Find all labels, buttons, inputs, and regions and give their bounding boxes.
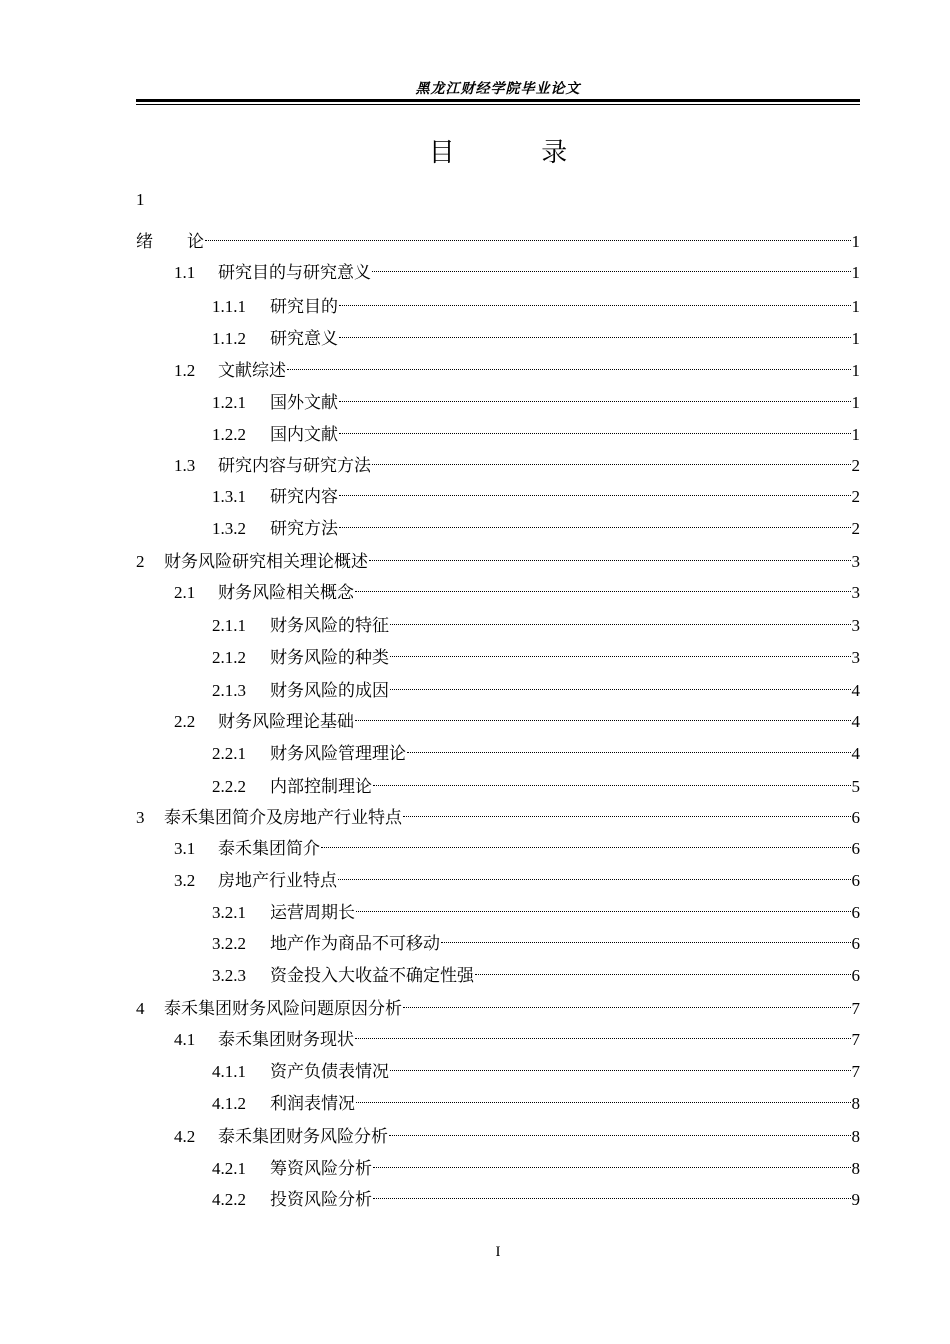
toc-entry[interactable]	[212, 1052, 860, 1081]
toc-entry[interactable]	[212, 415, 860, 444]
toc-entry-number: 3.2.2	[212, 934, 246, 953]
toc-entry-page: 6	[851, 808, 860, 827]
toc-entry-number: 1.1.2	[212, 329, 246, 348]
toc-entry[interactable]	[174, 702, 860, 731]
page-title: 目 录	[428, 138, 608, 167]
toc-entry[interactable]	[136, 989, 860, 1018]
toc-entry-number: 3.2.1	[212, 903, 246, 922]
toc-entry-number: 2.2.1	[212, 744, 246, 763]
toc-entry[interactable]	[174, 861, 860, 890]
toc-entry-number: 4.2.1	[212, 1159, 246, 1178]
toc-entry-title: 绪 论	[136, 232, 204, 251]
toc-entry-title: 资金投入大收益不确定性强	[270, 966, 474, 985]
toc-entry-number: 3	[136, 808, 145, 827]
toc-entry-number: 4.1.2	[212, 1094, 246, 1113]
toc-dot-leader	[407, 728, 851, 753]
toc-entry-number: 4.2.2	[212, 1190, 246, 1209]
toc-entry-number: 1.1.1	[212, 297, 246, 316]
toc-entry[interactable]	[174, 573, 860, 602]
toc-entry-page: 2	[851, 519, 860, 538]
toc-entry-title: 研究内容	[270, 487, 338, 506]
page-number: I	[495, 1244, 501, 1260]
toc-dot-leader	[373, 1143, 851, 1168]
toc-entry-page: 8	[851, 1127, 860, 1146]
toc-entry-page: 6	[851, 839, 860, 858]
running-header: 黑龙江财经学院毕业论文	[415, 82, 581, 97]
toc-entry-number: 1.3.2	[212, 519, 246, 538]
toc-entry[interactable]	[212, 1084, 860, 1113]
toc-entry[interactable]	[212, 319, 860, 348]
toc-entry-title: 内部控制理论	[270, 777, 372, 796]
toc-entry-page: 1	[851, 425, 860, 444]
toc-dot-leader	[339, 281, 851, 306]
toc-dot-leader	[390, 665, 851, 690]
toc-entry-page: 7	[851, 1030, 860, 1049]
toc-entry-title: 泰禾集团财务现状	[218, 1030, 354, 1049]
toc-entry-number: 2.2	[174, 712, 196, 731]
toc-entry-title: 财务风险相关概念	[218, 583, 354, 602]
toc-entry-page: 6	[851, 871, 860, 890]
toc-entry[interactable]	[212, 638, 860, 667]
toc-entry[interactable]	[136, 798, 860, 827]
toc-entry-title: 财务风险理论基础	[218, 712, 354, 731]
toc-entry-number: 1.3	[174, 456, 196, 475]
toc-entry-page: 3	[851, 552, 860, 571]
toc-dot-leader	[287, 345, 851, 370]
toc-entry[interactable]	[174, 1117, 860, 1146]
toc-entry-title: 地产作为商品不可移动	[270, 934, 440, 953]
toc-dot-leader	[339, 377, 851, 402]
toc-entry[interactable]	[212, 893, 860, 922]
toc-entry-page: 4	[851, 744, 860, 763]
toc-entry[interactable]	[136, 222, 860, 251]
toc-dot-leader	[355, 1014, 851, 1039]
toc-entry-number: 1.2.1	[212, 393, 246, 412]
toc-entry-page: 2	[851, 456, 860, 475]
toc-entry[interactable]	[212, 924, 860, 953]
toc-entry-title: 泰禾集团简介及房地产行业特点	[164, 808, 402, 827]
toc-entry[interactable]	[212, 477, 860, 506]
toc-dot-leader	[373, 1174, 851, 1199]
toc-entry-page: 5	[851, 777, 860, 796]
toc-dot-leader	[372, 440, 851, 465]
toc-entry-page: 6	[851, 903, 860, 922]
toc-entry-page: 1	[851, 232, 860, 251]
toc-entry-page: 2	[851, 487, 860, 506]
toc-entry-number: 2	[136, 552, 145, 571]
toc-entry-title: 财务风险管理理论	[270, 744, 406, 763]
toc-entry-page: 1	[851, 297, 860, 316]
toc-dot-leader	[403, 983, 851, 1008]
toc-entry-number: 4.1.1	[212, 1062, 246, 1081]
toc-entry-page: 9	[851, 1190, 860, 1209]
toc-entry-number: 2.1	[174, 583, 196, 602]
toc-entry-page: 1	[851, 329, 860, 348]
toc-entry[interactable]	[212, 767, 860, 796]
toc-entry-number: 4.2	[174, 1127, 196, 1146]
toc-entry-page: 8	[851, 1094, 860, 1113]
toc-dot-leader	[390, 1046, 851, 1071]
toc-entry-number: 3.1	[174, 839, 196, 858]
toc-first-chapter-number: 1	[136, 190, 145, 209]
toc-entry[interactable]	[174, 829, 860, 858]
header-rule-thin	[136, 104, 860, 105]
toc-entry[interactable]	[212, 509, 860, 538]
toc-entry-page: 1	[851, 263, 860, 282]
toc-entry[interactable]	[174, 446, 860, 475]
toc-entry-title: 运营周期长	[270, 903, 355, 922]
toc-entry-title: 财务风险的特征	[270, 616, 389, 635]
toc-entry-title: 财务风险的成因	[270, 681, 389, 700]
toc-entry-title: 财务风险的种类	[270, 648, 389, 667]
toc-entry-number: 3.2.3	[212, 966, 246, 985]
toc-entry[interactable]	[212, 606, 860, 635]
toc-entry-title: 资产负债表情况	[270, 1062, 389, 1081]
toc-entry-page: 4	[851, 681, 860, 700]
toc-entry[interactable]	[212, 671, 860, 700]
toc-dot-leader	[339, 313, 851, 338]
toc-entry[interactable]	[174, 1020, 860, 1049]
toc-entry[interactable]	[212, 383, 860, 412]
toc-dot-leader	[339, 471, 851, 496]
toc-entry-page: 7	[851, 1062, 860, 1081]
toc-entry-title: 投资风险分析	[270, 1190, 372, 1209]
toc-entry-page: 6	[851, 934, 860, 953]
toc-entry-title: 研究方法	[270, 519, 338, 538]
toc-entry-title: 筹资风险分析	[270, 1159, 372, 1178]
toc-dot-leader	[338, 855, 851, 880]
toc-entry-title: 泰禾集团简介	[218, 839, 320, 858]
toc-entry-title: 研究目的	[270, 297, 338, 316]
toc-dot-leader	[369, 536, 851, 561]
toc-entry-number: 2.1.3	[212, 681, 246, 700]
toc-dot-leader	[373, 761, 851, 786]
toc-entry-number: 2.2.2	[212, 777, 246, 796]
toc-entry[interactable]	[212, 734, 860, 763]
toc-entry-page: 8	[851, 1159, 860, 1178]
toc-entry[interactable]	[212, 956, 860, 985]
toc-entry[interactable]	[212, 287, 860, 316]
toc-dot-leader	[389, 1111, 851, 1136]
toc-entry-page: 1	[851, 393, 860, 412]
toc-entry-page: 1	[851, 361, 860, 380]
toc-entry-title: 研究目的与研究意义	[218, 263, 371, 282]
toc-dot-leader	[321, 823, 851, 848]
toc-entry-title: 泰禾集团财务风险分析	[218, 1127, 388, 1146]
toc-entry-page: 3	[851, 648, 860, 667]
toc-entry-title: 研究内容与研究方法	[218, 456, 371, 475]
toc-entry-title: 财务风险研究相关理论概述	[164, 552, 368, 571]
toc-entry[interactable]	[212, 1180, 860, 1209]
toc-dot-leader	[475, 950, 851, 975]
toc-dot-leader	[403, 792, 851, 817]
toc-dot-leader	[372, 247, 851, 272]
toc-entry-number: 1.2.2	[212, 425, 246, 444]
toc-entry-number: 3.2	[174, 871, 196, 890]
header-rule-thick	[136, 99, 860, 102]
toc-entry-title: 房地产行业特点	[218, 871, 337, 890]
toc-entry-number: 2.1.1	[212, 616, 246, 635]
toc-entry-title: 研究意义	[270, 329, 338, 348]
toc-entry-number: 4	[136, 999, 145, 1018]
toc-entry-page: 3	[851, 616, 860, 635]
toc-dot-leader	[356, 1078, 851, 1103]
toc-dot-leader	[339, 409, 851, 434]
toc-entry-title: 利润表情况	[270, 1094, 355, 1113]
toc-entry-title: 泰禾集团财务风险问题原因分析	[164, 999, 402, 1018]
toc-entry-number: 1.1	[174, 263, 196, 282]
toc-entry[interactable]	[212, 1149, 860, 1178]
toc-entry-title: 文献综述	[218, 361, 286, 380]
toc-dot-leader	[356, 887, 851, 912]
toc-entry-title: 国内文献	[270, 425, 338, 444]
toc-dot-leader	[355, 567, 851, 592]
toc-entry-title: 国外文献	[270, 393, 338, 412]
toc-dot-leader	[390, 600, 851, 625]
toc-dot-leader	[390, 632, 851, 657]
toc-dot-leader	[441, 918, 851, 943]
toc-entry-page: 7	[851, 999, 860, 1018]
toc-entry[interactable]	[136, 542, 860, 571]
toc-entry[interactable]	[174, 351, 860, 380]
toc-entry-page: 4	[851, 712, 860, 731]
toc-entry-number: 4.1	[174, 1030, 196, 1049]
toc-entry-page: 3	[851, 583, 860, 602]
toc-entry-number: 1.3.1	[212, 487, 246, 506]
toc-entry-page: 6	[851, 966, 860, 985]
toc-dot-leader	[205, 216, 851, 241]
toc-entry-number: 1.2	[174, 361, 196, 380]
toc-dot-leader	[355, 696, 851, 721]
toc-dot-leader	[339, 503, 851, 528]
toc-entry-number: 2.1.2	[212, 648, 246, 667]
toc-entry[interactable]	[174, 253, 860, 282]
